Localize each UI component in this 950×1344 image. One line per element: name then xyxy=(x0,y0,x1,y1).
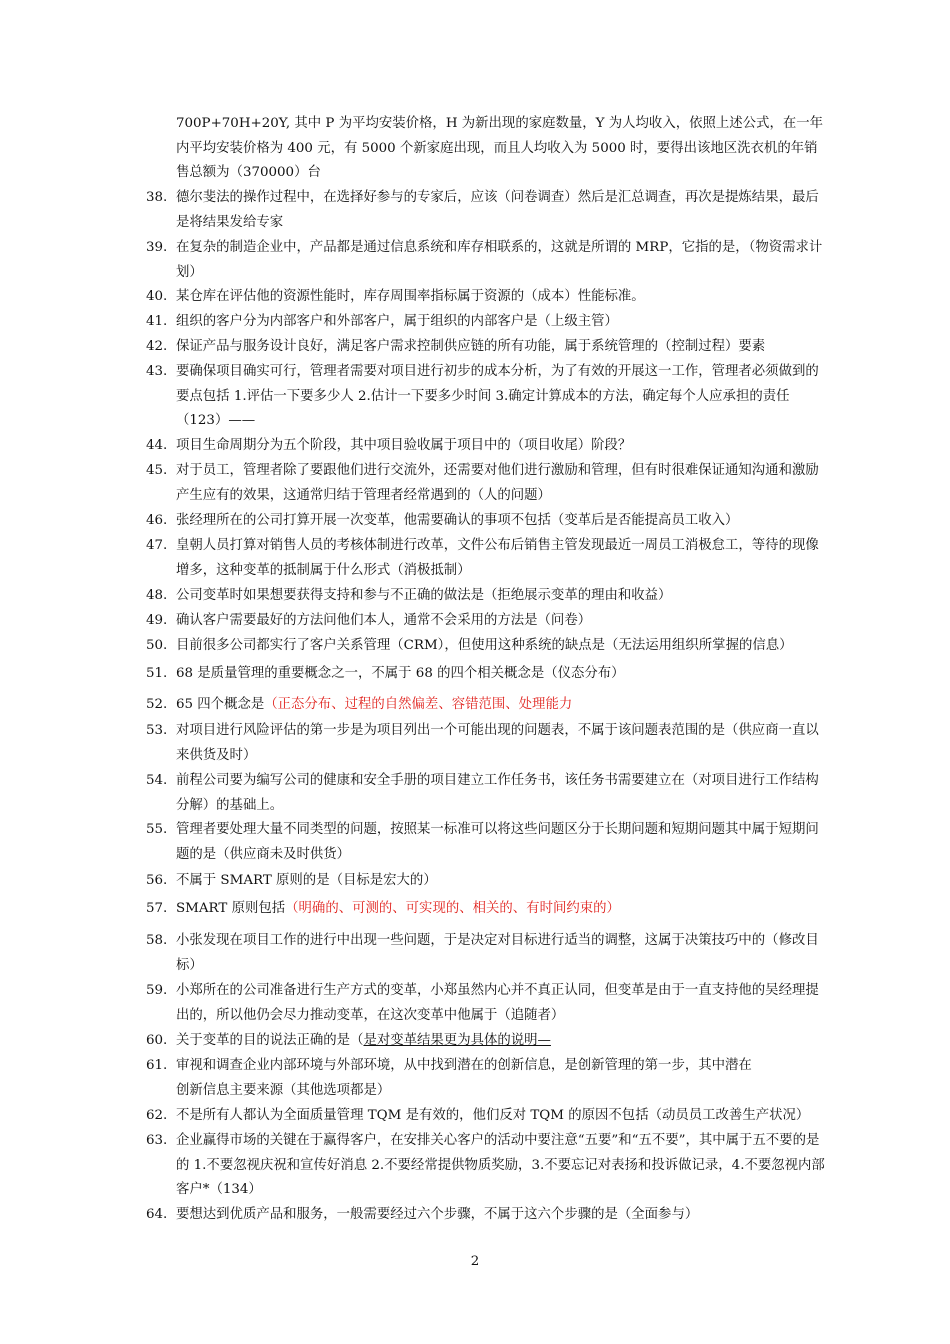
list-item xyxy=(146,818,826,867)
list-item xyxy=(146,662,826,687)
item-number: 59. xyxy=(146,983,168,998)
item-text: 确认客户需要最好的方法问他们本人，通常不会采用的方法是（问卷） xyxy=(176,613,592,628)
item-number: 52. xyxy=(146,697,168,712)
item-text: 项目生命周期分为五个阶段，其中项目验收属于项目中的（项目收尾）阶段？ xyxy=(176,438,632,453)
item-number: 62. xyxy=(146,1108,168,1123)
list-item xyxy=(146,584,826,609)
list-item xyxy=(146,897,826,922)
list-item xyxy=(146,534,826,583)
list-item xyxy=(146,1054,826,1103)
list-item xyxy=(146,335,826,360)
list-item xyxy=(146,459,826,508)
item-number: 48. xyxy=(146,588,168,603)
item-text-highlighted: （明确的、可测的、可实现的、相关的、有时间约束的） xyxy=(285,901,620,916)
item-number: 43. xyxy=(146,364,168,379)
item-text: 对项目进行风险评估的第一步是为项目列出一个可能出现的问题表，不属于该问题表范围的是（供应商一直以来供货及时） xyxy=(176,723,819,763)
item-number: 39. xyxy=(146,240,168,255)
item-number: 44. xyxy=(146,438,168,453)
item-number: 63. xyxy=(146,1133,168,1148)
item-text: 审视和调查企业内部环境与外部环境，从中找到潜在的创新信息，是创新管理的第一步，其中潜在 xyxy=(176,1058,752,1073)
list-item xyxy=(146,1129,826,1203)
item-number: 50. xyxy=(146,638,168,653)
list-item xyxy=(146,1104,826,1129)
item-text: 目前很多公司都实行了客户关系管理（CRM），但使用这种系统的缺点是（无法运用组织所掌握的信息） xyxy=(176,638,793,653)
item-number: 58. xyxy=(146,933,168,948)
item-text: 张经理所在的公司打算开展一次变革，他需要确认的事项不包括（变革后是否能提高员工收入） xyxy=(176,513,739,528)
item-text-plain: 关于变革的目的说法正确的是（ xyxy=(176,1033,364,1048)
list-item xyxy=(146,929,826,978)
item-number: 45. xyxy=(146,463,168,478)
continuation-text: 700P+70H+20Y, 其中 P 为平均安装价格，H 为新出现的家庭数量，Y 为人均收入，依照上述公式，在一年内平均安装价格为 400 元，有 5000 个新家庭出现，而且人均收入为 5000 时，要得出该地区洗衣机的年销售总额为（370000）台 xyxy=(176,116,824,180)
item-number: 61. xyxy=(146,1058,168,1073)
item-number: 54. xyxy=(146,773,168,788)
item-text: 对于员工，管理者除了要跟他们进行交流外，还需要对他们进行激励和管理，但有时很难保证通知沟通和激励产生应有的效果，这通常归结于管理者经常遇到的（人的问题） xyxy=(176,463,819,503)
list-item xyxy=(146,769,826,818)
list-item xyxy=(146,285,826,310)
list-item xyxy=(146,869,826,894)
item-text: 德尔斐法的操作过程中，在选择好参与的专家后，应该（问卷调查）然后是汇总调查，再次是提炼结果，最后是将结果发给专家 xyxy=(176,190,819,230)
item-text: 要想达到优质产品和服务，一般需要经过六个步骤，不属于这六个步骤的是（全面参与） xyxy=(176,1207,699,1222)
list-item xyxy=(146,236,826,285)
item-number: 42. xyxy=(146,339,168,354)
item-text: 管理者要处理大量不同类型的问题，按照某一标准可以将这些问题区分于长期问题和短期问题其中属于短期问题的是（供应商未及时供货） xyxy=(176,822,819,862)
item-number: 51. xyxy=(146,666,168,681)
item-text xyxy=(176,1029,826,1054)
item-number: 47. xyxy=(146,538,168,553)
list-item xyxy=(146,310,826,335)
item-text-plain: SMART 原则包括 xyxy=(176,901,286,916)
item-number: 38. xyxy=(146,190,168,205)
item-text: 在复杂的制造企业中，产品都是通过信息系统和库存相联系的，这就是所谓的 MRP，它指的是，（物资需求计划） xyxy=(176,240,823,280)
item-text: 68 是质量管理的重要概念之一，不属于 68 的四个相关概念是（仪态分布） xyxy=(176,666,625,681)
item-text: 前程公司要为编写公司的健康和安全手册的项目建立工作任务书，该任务书需要建立在（对项目进行工作结构分解）的基础上。 xyxy=(176,773,819,813)
item-number: 56. xyxy=(146,873,168,888)
item-text-plain: 65 四个概念是 xyxy=(176,697,265,712)
list-item xyxy=(146,360,826,434)
item-number: 64. xyxy=(146,1207,168,1222)
list-item xyxy=(146,434,826,459)
item-text xyxy=(176,897,826,922)
item-text-line-2: 创新信息主要来源（其他选项都是） xyxy=(176,1082,391,1098)
item-number: 53. xyxy=(146,723,168,738)
list-item xyxy=(146,1029,826,1054)
list-item xyxy=(146,979,826,1028)
item-number: 55. xyxy=(146,822,168,837)
continuation-paragraph xyxy=(146,112,826,186)
item-text: 保证产品与服务设计良好，满足客户需求控制供应链的所有功能，属于系统管理的（控制过程）要素 xyxy=(176,339,766,354)
page-number: 2 xyxy=(470,1254,480,1269)
list-item xyxy=(146,1203,826,1228)
list-item xyxy=(146,186,826,235)
item-text: 小张发现在项目工作的进行中出现一些问题，于是决定对目标进行适当的调整，这属于决策技巧中的（修改目标） xyxy=(176,933,819,973)
item-text: 要确保项目确实可行，管理者需要对项目进行初步的成本分析，为了有效的开展这一工作，管理者必须做到的要点包括 1.评估一下要多少人 2.估计一下要多少时间 3.确定计算成本的方法，确定每个人应承担的责任（123）—— xyxy=(176,364,819,428)
list-item xyxy=(146,693,826,718)
item-text: 不是所有人都认为全面质量管理 TQM 是有效的，他们反对 TQM 的原因不包括（动员员工改善生产状况） xyxy=(176,1108,810,1123)
item-number: 40. xyxy=(146,289,168,304)
item-text: 企业赢得市场的关键在于赢得客户，在安排关心客户的活动中要注意“五要”和“五不要”，其中属于五不要的是的 1.不要忽视庆祝和宣传好消息 2.不要经常提供物质奖励，3.不要忘记对表扬和投诉做记录，4.不要忽视内部客户*（134） xyxy=(176,1133,825,1197)
item-text: 不属于 SMART 原则的是（目标是宏大的） xyxy=(176,873,437,888)
item-text: 某仓库在评估他的资源性能时，库存周围率指标属于资源的（成本）性能标准。 xyxy=(176,289,645,304)
item-text: 组织的客户分为内部客户和外部客户，属于组织的内部客户是（上级主管） xyxy=(176,314,618,329)
item-text: 皇朝人员打算对销售人员的考核体制进行改革，文件公布后销售主管发现最近一周员工消极怠工，等待的现像增多，这种变革的抵制属于什么形式（消极抵制） xyxy=(176,538,819,578)
item-number: 41. xyxy=(146,314,168,329)
item-number: 60. xyxy=(146,1033,168,1048)
item-text xyxy=(176,693,826,718)
item-text-underlined: 是对变革结果更为具体的说明— xyxy=(363,1033,551,1048)
item-text-highlighted: （正态分布、过程的自然偏差、容错范围、处理能力 xyxy=(264,697,573,712)
item-number: 49. xyxy=(146,613,168,628)
list-item xyxy=(146,509,826,534)
item-text: 公司变革时如果想要获得支持和参与不正确的做法是（拒绝展示变革的理由和收益） xyxy=(176,588,672,603)
item-number: 57. xyxy=(146,901,168,916)
list-item xyxy=(146,609,826,634)
list-item xyxy=(146,634,826,659)
item-text: 小郑所在的公司准备进行生产方式的变革，小郑虽然内心并不真正认同，但变革是由于一直支持他的吴经理提出的，所以他仍会尽力推动变革，在这次变革中他属于（追随者） xyxy=(176,983,819,1023)
item-number: 46. xyxy=(146,513,168,528)
list-item xyxy=(146,719,826,768)
